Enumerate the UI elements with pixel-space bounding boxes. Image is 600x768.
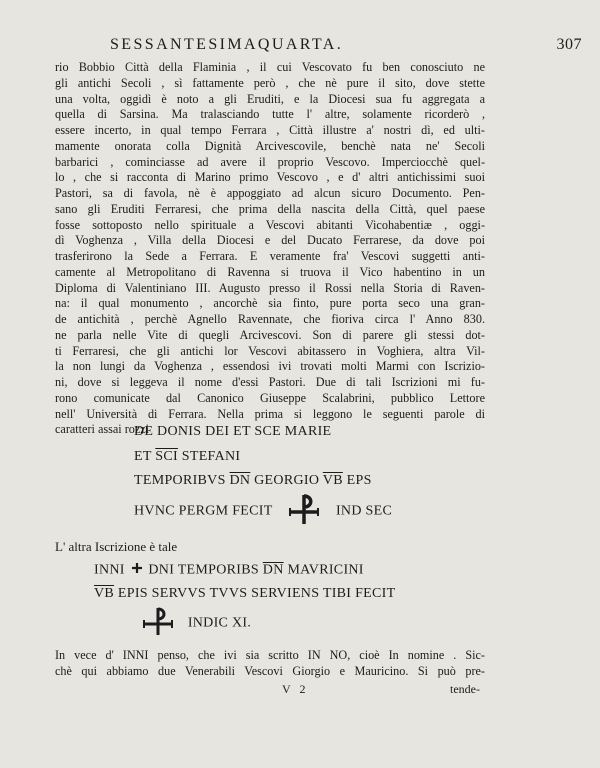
chi-rho-monogram-icon <box>282 492 326 531</box>
insc2-word-inni: INNI <box>94 562 125 578</box>
body-line: la non lungi da Voghenza , essendosi ivi trovati molti Marmi con Iscrizio- <box>55 359 485 374</box>
body-line: una volta, oggidì è noto a gli Eruditi, e la Diocesi sua fu aggregata a <box>55 91 485 106</box>
body-line: rio Bobbio Città della Flaminia , il cui Vescovato fu ben conosciuto ne <box>55 60 485 74</box>
insc2-indic: INDIC XI. <box>187 615 252 631</box>
body-line: dì Voghenza , Villa della Diocesi e del Ducato Ferrarese, da dove poi <box>55 233 485 248</box>
body-line: rono comunicate dal Canonico Giuseppe Scalabrini, pubblico Lettore <box>55 390 485 405</box>
page-number: 307 <box>556 36 582 53</box>
signature-mark: V 2 <box>282 682 309 696</box>
insc2-rest: EPIS SERVVS TVVS SERVIENS TIBI FECIT <box>117 586 396 601</box>
body-line: ti Ferraresi, che gli antichi lor Vescovi abitassero in Voghiera, altra Vil- <box>55 343 485 358</box>
inscription2-line1 <box>94 562 364 579</box>
body-line: lo , che si racconta di Marino primo Vescovo , e d' altri antichissimi suoi <box>55 170 485 185</box>
body-line: nell' Università di Ferrara. Nella prima si leggono le seguenti parole di <box>55 406 485 421</box>
body-line: Pastori, sa di favola, nè è appoggiato ad alcun sicuro Documento. Pen- <box>55 186 485 200</box>
insc1-word-sci: $\overline{SCI}$ <box>155 449 178 464</box>
intro-second-inscription: L' altra Iscrizione è tale <box>55 539 178 554</box>
body-line: camente al Metropolitano di Ravenna si truova il Vico habentino in un <box>55 264 485 279</box>
body-text <box>55 60 485 438</box>
insc1-hunc-pergm-fecit: HVNC PERGM FECIT <box>134 503 273 519</box>
insc2-word-dn: $\overline{DN}$ <box>262 562 284 578</box>
insc2-dni-temporibs: DNI TEMPORIBS <box>148 562 259 578</box>
footer-text <box>55 648 485 680</box>
body-line: barbarici , cominciasse ad avere il proprio Vescovo. Imperciocchè quel- <box>55 154 485 169</box>
chi-rho-monogram-icon <box>138 606 178 641</box>
inscription1-line2 <box>134 449 240 465</box>
inscription2-line2 <box>94 586 395 602</box>
insc1-word-vb: $\overline{VB}$ <box>322 473 343 488</box>
insc2-word-mavricini: MAVRICINI <box>287 562 364 578</box>
body-line: trasferirono la Sede a Ferrara. E veramente fra' Vescovi suggetti anti- <box>55 249 485 263</box>
body-line: ni, dove si leggeva il nome d'essi Pastori. Due di tali Iscrizioni mi fu- <box>55 375 485 389</box>
body-line: caratteri assai rozzi <box>55 422 150 437</box>
cross-icon <box>131 562 143 579</box>
insc1-word-georgio: GEORGIO <box>254 473 320 488</box>
body-line: de antichità , perchè Agnello Ravennate, che fioriva circa l' Anno 830. <box>55 312 485 326</box>
insc1-word-et: ET <box>134 449 152 464</box>
running-title: SESSANTESIMAQUARTA. <box>110 36 344 53</box>
insc1-word-eps: EPS <box>346 473 372 488</box>
body-line: Diploma di Valentiniano III. Augusto presso il Rossi nella Storia di Raven- <box>55 280 485 295</box>
body-line: fosse sottoposto nello spirituale a Vescovi abitanti Vicohabentiæ , oggi- <box>55 217 485 232</box>
insc2-word-vb: $\overline{VB}$ <box>94 586 115 601</box>
body-line: na: il qual monumento , ancorchè sia finto, pure porta seco una gran- <box>55 296 485 311</box>
body-line: essere incerto, in qual tempo Ferrara , Città illustre a' nostri dì, ed ulti- <box>55 123 485 137</box>
body-line: ne parla nelle Vite di quegli Arcivescovi. Son di parere gli stessi dot- <box>55 327 485 342</box>
body-line: gli antichi Secoli , sì fattamente però , che nè pure il sito, dove stette <box>55 75 485 90</box>
body-line: quella di Sarsina. Ma tralasciando tutte l' altre, solamente ricorderò , <box>55 107 485 122</box>
footer-line: In vece d' INNI penso, che ivi sia scritto IN NO, cioè In nomine . Sic- <box>55 648 485 662</box>
inscription2-line3 <box>138 606 251 641</box>
insc1-word-temporibus: TEMPORIBVS <box>134 473 226 488</box>
body-line: mamente onorata colla Dignità Arcivescovile, benchè nata ne' Secoli <box>55 138 485 153</box>
catchword: tende- <box>450 682 480 696</box>
page-header <box>110 36 582 54</box>
insc1-word-dn: $\overline{DN}$ <box>229 473 251 488</box>
footer-line: chè qui abbiamo due Venerabili Vescovi Giorgio e Mauricino. Si può pre- <box>55 663 485 678</box>
inscription1-line4 <box>134 492 392 531</box>
insc1-ind-sec: IND SEC <box>335 503 393 519</box>
inscription1-line1: DE DONIS DEI ET SCE MARIE <box>134 424 332 439</box>
insc1-word-stefani: STEFANI <box>181 449 241 464</box>
inscription1-line3 <box>134 473 372 489</box>
body-line: sano gli Eruditi Ferraresi, che prima della nascita della Città, quel paese <box>55 201 485 216</box>
